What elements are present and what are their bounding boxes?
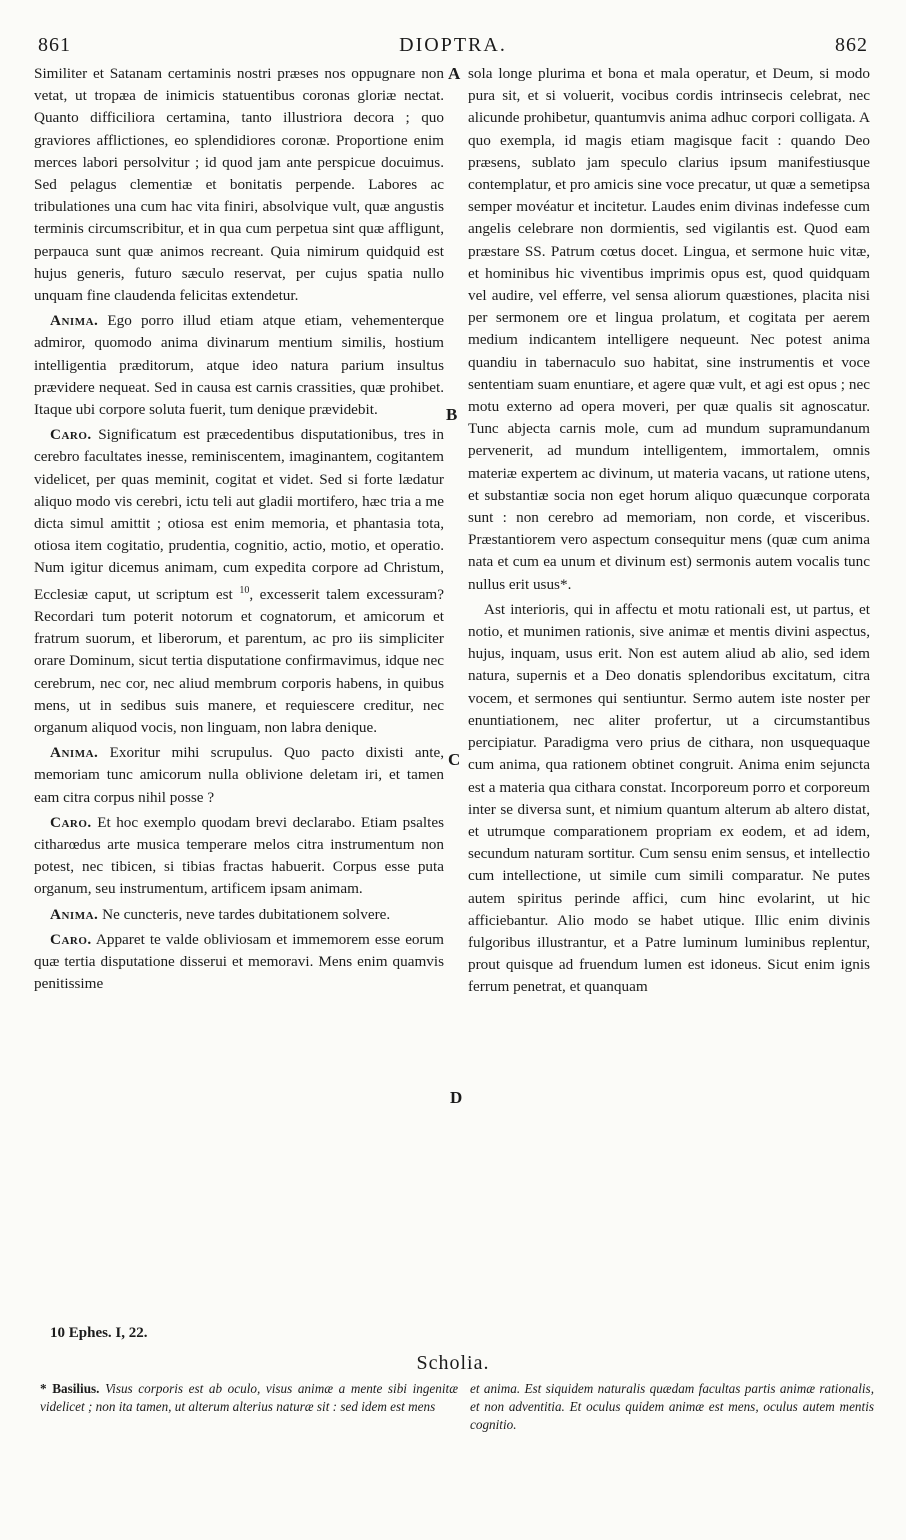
paragraph: Ast interioris, qui in affectu et motu rationali est, ut partus, et notio, et munimen rationis, sive animæ et mentis divini aspectus, hujus, inquam, usus erit. Non est autem aliud ab alio, sed idem natura, supernis et a Deo donatis splendoribus excitatum, citra vocem, et sermones qui sentiuntur. Sermo autem iste noster per enuntiationem, nec aliter profertur, ut a circumstantibus percipiatur. Paradigma vero prius de cithara, non usquequaque cum anima, qua rationem obtinet congruit. Anima enim sejuncta est a materia qua cithara constat. Incorporeum porro et corporeum inter se diversa sunt, et nimium quantum alterum ab altero distat, et utrumque comparationem propriam ex eodem, et ad idem, secundum naturam sortitur. Cum sensu enim sensus, et intellectio cum intellectione, ut simile cum simili comparatur. Ne putes autem spiritus perinde affici, cum hinc evolarint, ut hic afficiebantur. Alio modo se habet utique. Illic enim divinis fulgoribus illustrantur, et a Patre luminum luminibus replentur, prout quisque ad fruendum lumen est idoneus. Sicut enim ignis ferrum penetrat, et quanquam xyxy=(468,600,870,996)
right-column xyxy=(468,63,870,1002)
margin-marker-a: A xyxy=(448,64,461,83)
paragraph: Similiter et Satanam certaminis nostri præses nos oppugnare non vetat, ut tropæa de inimicis statuentibus coronas gloriæ nectat. Quanto difficiliora certamina, tanto illustriora decora ; quo graviores afflictiones, eo splendidiores coronæ. Proportione enim merces labori persolvitur ; id quod jam ante perspicue docuimus. Sed pelagus clementiæ et bonitatis perpende. Labores ac tribulationes una cum hac vita finiri, absolvique vult, quæ angustis terminis circumscribitur, et in qua cum perpetua sint quæ affligunt, perpauca sunt quæ animos recreant. Quia nimirum quidquid est hujus generis, futuro sæculo reservat, per cujus spatia nullo unquam fine claudenda felicitas extendetur. xyxy=(34,65,444,305)
paragraph-text: excesserit talem excessuram? Recordari tum poterit notorum et cognatorum, et amicorum et fratrum suorum, et liberorum, et parentum, ac pro iis simpliciter orare Dominum, sicut tertia disputatione confirmavimus, idque nec cerebrum, nec cor, nec aliud membrum corporis habens, in quibus mens, ut in sedibus suis manere, et requiescere creditur, nec organum aliquod vocis, non linguam, non labra denique. xyxy=(34,585,444,736)
left-column xyxy=(34,63,444,998)
page-number-right: 862 xyxy=(835,34,868,56)
dialogue-paragraph xyxy=(34,812,444,901)
margin-marker-c: C xyxy=(448,750,461,769)
scholia-text: Visus corporis est ab oculo, visus animæ a mente sibi ingenitæ videlicet ; non ita tamen, ut alterum alterius naturæ sit : sed idem est mens xyxy=(40,1381,459,1414)
speaker-label: Anima. xyxy=(50,312,99,330)
scholia-right: et anima. Est siquidem naturalis quædam facultas partis animæ rationalis, et non adventitia. Et oculus quidem animæ est mens, oculus autem mentis cognitio. xyxy=(470,1381,874,1432)
page-header xyxy=(38,34,868,60)
footnote-reference: 10 xyxy=(239,584,250,596)
speaker-label: Caro. xyxy=(50,813,92,831)
scholia-left xyxy=(40,1380,458,1416)
dialogue-paragraph xyxy=(34,310,444,421)
scholia-title: Scholia. xyxy=(416,1352,490,1374)
paragraph-text: Et hoc exemplo quodam brevi declarabo. Etiam psaltes citharœdus arte musica temperare melos citra instrumentum non potest, nec tibicen, si tibias fractas habuerit. Corpus esse puta organum, seu instrumentum, artificem ipsam animam. xyxy=(34,813,444,898)
scholia-lead: * Basilius. xyxy=(40,1381,100,1396)
margin-marker-d: D xyxy=(450,1088,463,1107)
margin-marker-b: B xyxy=(446,405,458,424)
paragraph-text: Ne cuncteris, neve tardes dubitationem solvere. xyxy=(102,905,391,923)
paragraph-text: Exoritur mihi scrupulus. Quo pacto dixisti ante, memoriam tunc amicorum nulla oblivione deletam iri, et tamen eam citra corpus nihil posse ? xyxy=(34,744,444,806)
speaker-label: Caro. xyxy=(50,930,92,948)
dialogue-paragraph xyxy=(34,929,444,996)
dialogue-paragraph xyxy=(34,904,444,926)
speaker-label: Anima. xyxy=(50,744,99,762)
dialogue-paragraph xyxy=(34,742,444,809)
speaker-label: Anima. xyxy=(50,905,99,923)
running-title: DIOPTRA. xyxy=(399,34,507,56)
paragraph-text: Ego porro illud etiam atque etiam, vehementerque admiror, quomodo anima divinarum mentium similis, hostium intelligentia præditorum, atque ideo natura parium insultus prævidere nequeat. Sed in causa est carnis crassities, quæ prohibet. Itaque ubi corpore soluta fuerit, tum denique prævidebit. xyxy=(34,312,444,419)
speaker-label: Caro. xyxy=(50,426,92,444)
page-number-left: 861 xyxy=(38,34,71,56)
paragraph-text: Significatum est præcedentibus disputationibus, tres in cerebro facultates inesse, reminiscentem, imaginantem, cogitantem videlicet, per quas meminit, cogitat et videt. Sed si forte lædatur aliquo modo vis cerebri, ictu teli aut gladii mortifero, hæc tria a me dicta simul amittit ; otiosa est enim memoria, et phantasia tota, otiosa item cogitatio, prudentia, cognitio, actio, motio, et operatio. Num igitur dicemus animam, cum expedita corpore ad Christum, Ecclesiæ caput, ut scriptum est xyxy=(34,426,444,603)
paragraph: sola longe plurima et bona et mala operatur, et Deum, si modo pura sit, et si voluerit, vocibus cordis intrinsecis celebrat, nec alicunde prohibetur, quantumvis anima adhuc corpori colligata. A quo exempla, id magis etiam magisque facit : quando Deo præsens, sublato jam speculo clarius ipsum manifestiusque contemplatur, et pro amicis sine voce precatur, ut quæ a semetipsa semper movéatur et incitetur. Laudes enim divinas indefesse cum angelis celebrare non dormientis, sed vigilantis est. Quod eam præstare SS. Patrum cœtus docet. Lingua, et sermone huic vitæ, et hominibus hic viventibus imprimis opus est, quod quidquam vel audire, vel efferre, vel sensa aliorum quæstiones, placita nisi per sermonem ore et lingua prolatum, et cogitata per aerem medium indicantem intelligere nequeunt. Nec potest anima quandiu in tabernaculo suo habitat, sine instrumentis et voce sententiam suam enuntiare, et agere quæ vult, et agi est opus ; nec motu externo ad opera moveri, per quæ qualis sit agnoscatur. Tunc abjecta carnis mole, cum ad mundum supramundanum pervenerit, ad mundum intelligentem, immortalem, omnis materiæ expertem ac divinum, ut materia vacans, ut ratione utens, et substantiæ socia non eget horum aliquo quæcunque corporata sunt : non cerebro ad memoriam, non corde, et visceribus. Præstantiorem vero aspectum consequitur mens (quæ cum anima nata et cum ea unum et divinum est) sermonis autem vocalis tunc nullus erit usus*. xyxy=(468,65,870,593)
footnote: 10 Ephes. I, 22. xyxy=(50,1325,148,1341)
dialogue-paragraph: Caro. Significatum est præcedentibus disputationibus, tres in cerebro facultates inesse, reminiscentem, imaginantem, cogitantem videlicet, per quas meminit, cogitat et videt. Sed si forte lædatur aliquo modo vis cerebri, ictu teli aut gladii mortifero, hæc tria a me dicta simul amittit ; otiosa est enim memoria, et phantasia tota, otiosa item cogitatio, prudentia, cognitio, actio, motio, et operatio. Num igitur dicemus animam, cum expedita corpore ad Christum, Ecclesiæ caput, ut scriptum est $^{10}$, excesserit talem excessuram? Recordari tum poterit notorum et cognatorum, et amicorum et fratrum suorum, et liberorum, et parentum, ac pro iis simpliciter orare Dominum, sicut tertia disputatione confirmavimus, idque nec cerebrum, nec cor, nec aliud membrum corporis habens, in quibus mens, ut in sedibus suis manere, et requiescere creditur, nec organum aliquod vocis, non linguam, non labra denique. xyxy=(34,426,444,736)
paragraph-text: Apparet te valde obliviosam et immemorem esse eorum quæ tertia disputatione disserui et memoravi. Mens enim quamvis penitissime xyxy=(34,930,444,993)
